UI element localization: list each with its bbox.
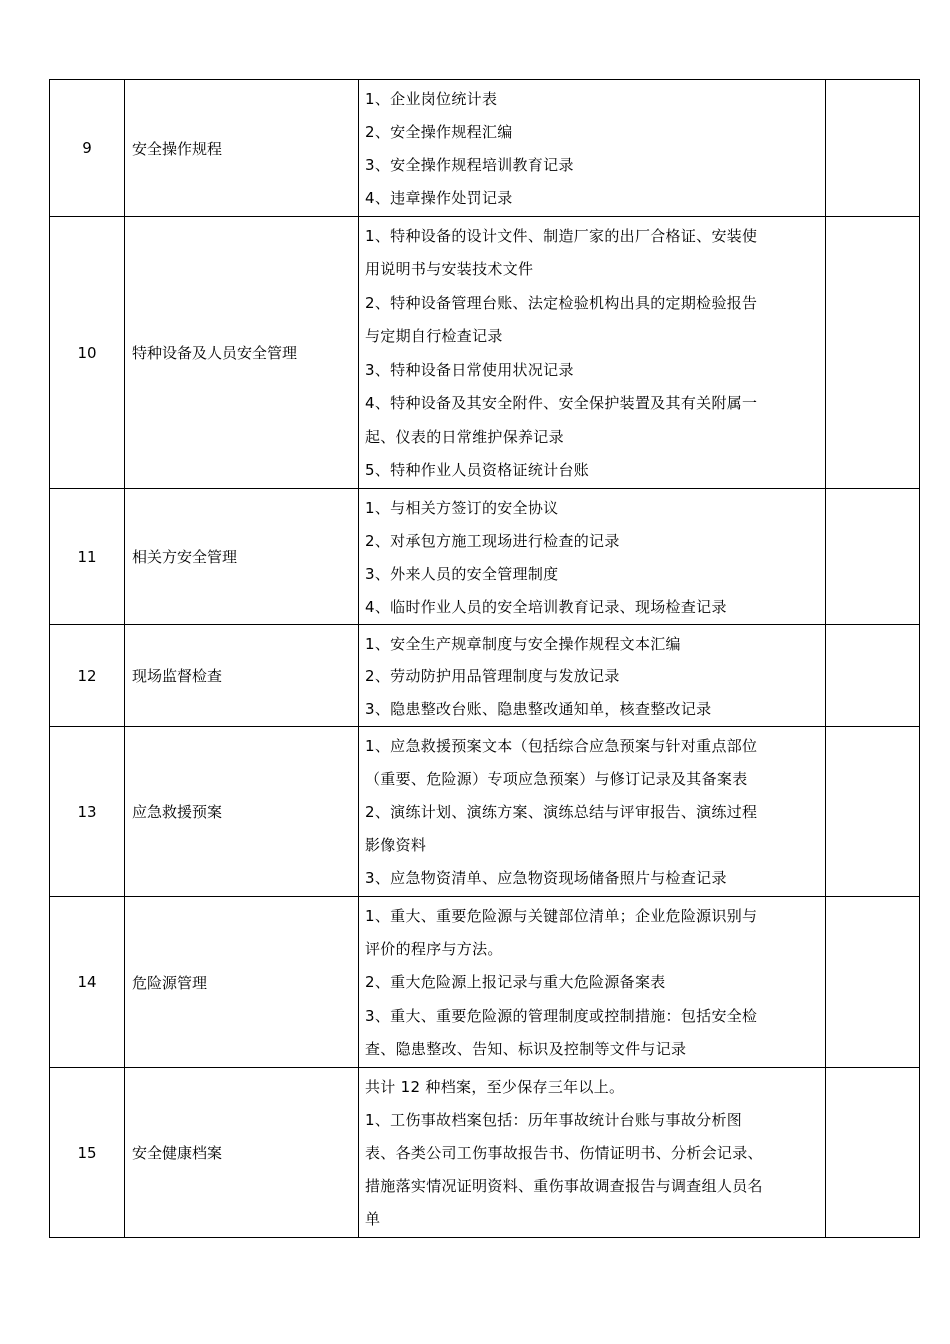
- row-content: [359, 489, 826, 625]
- remarks-cell: [826, 1068, 920, 1238]
- row-content: [359, 625, 826, 727]
- content-line: 1、应急救援预案文本（包括综合应急预案与针对重点部位: [365, 736, 758, 755]
- remarks-cell: [826, 897, 920, 1068]
- row-number: 13: [50, 727, 125, 897]
- records-table: [49, 79, 920, 1238]
- content-line: 起、仪表的日常维护保养记录: [365, 427, 564, 446]
- content-line: 共计 12 种档案，至少保存三年以上。: [365, 1077, 625, 1096]
- row-title: 现场监督检查: [125, 625, 359, 727]
- content-line: 2、演练计划、演练方案、演练总结与评审报告、演练过程: [365, 802, 758, 821]
- content-line: 1、重大、重要危险源与关键部位清单；企业危险源识别与: [365, 906, 758, 925]
- content-line: 查、隐患整改、告知、标识及控制等文件与记录: [365, 1040, 687, 1059]
- content-line: 1、与相关方签订的安全协议: [365, 498, 559, 517]
- row-content: [359, 897, 826, 1068]
- row-title: 特种设备及人员安全管理: [125, 217, 359, 489]
- table-row: [50, 217, 920, 489]
- content-line: 2、特种设备管理台账、法定检验机构出具的定期检验报告: [365, 293, 758, 312]
- content-line: 1、安全生产规章制度与安全操作规程文本汇编: [365, 634, 681, 653]
- row-number: 12: [50, 625, 125, 727]
- content-line: 3、应急物资清单、应急物资现场储备照片与检查记录: [365, 869, 727, 888]
- remarks-cell: [826, 217, 920, 489]
- table-row: [50, 897, 920, 1068]
- row-number: 11: [50, 489, 125, 625]
- table-row: [50, 80, 920, 217]
- content-line: 影像资料: [365, 836, 427, 855]
- content-line: 表、各类公司工伤事故报告书、伤情证明书、分析会记录、: [365, 1143, 763, 1162]
- content-line: 1、特种设备的设计文件、制造厂家的出厂合格证、安装使: [365, 226, 758, 245]
- row-content: [359, 727, 826, 897]
- content-line: 用说明书与安装技术文件: [365, 260, 534, 278]
- remarks-cell: [826, 625, 920, 727]
- content-line: 3、安全操作规程培训教育记录: [365, 156, 574, 174]
- row-number: 14: [50, 897, 125, 1068]
- row-title: 危险源管理: [125, 897, 359, 1068]
- remarks-cell: [826, 727, 920, 897]
- content-line: 3、外来人员的安全管理制度: [365, 564, 559, 583]
- content-line: 3、重大、重要危险源的管理制度或控制措施：包括安全检: [365, 1006, 758, 1025]
- content-line: 4、临时作业人员的安全培训教育记录、现场检查记录: [365, 597, 727, 616]
- row-number: 10: [50, 217, 125, 489]
- row-title: 相关方安全管理: [125, 489, 359, 625]
- remarks-cell: [826, 80, 920, 217]
- content-line: 1、企业岗位统计表: [365, 89, 498, 108]
- content-line: 2、对承包方施工现场进行检查的记录: [365, 531, 620, 550]
- content-line: 措施落实情况证明资料、重伤事故调查报告与调查组人员名: [365, 1177, 763, 1196]
- content-line: 3、特种设备日常使用状况记录: [365, 360, 574, 379]
- content-line: （重要、危险源）专项应急预案）与修订记录及其备案表: [365, 769, 748, 788]
- table-row: [50, 727, 920, 897]
- row-title: 安全操作规程: [125, 80, 359, 217]
- content-line: 2、劳动防护用品管理制度与发放记录: [365, 667, 620, 686]
- content-line: 2、安全操作规程汇编: [365, 122, 513, 141]
- row-title: 应急救援预案: [125, 727, 359, 897]
- table-row: [50, 625, 920, 727]
- content-line: 4、违章操作处罚记录: [365, 189, 513, 208]
- content-line: 4、特种设备及其安全附件、安全保护装置及其有关附属一: [365, 394, 758, 412]
- content-line: 5、特种作业人员资格证统计台账: [365, 461, 590, 479]
- row-content: [359, 217, 826, 489]
- table-row: [50, 489, 920, 625]
- content-line: 3、隐患整改台账、隐患整改通知单，核查整改记录: [365, 699, 712, 718]
- content-line: 单: [365, 1210, 381, 1229]
- row-number: 9: [50, 80, 125, 217]
- content-line: 评价的程序与方法。: [365, 939, 503, 958]
- table-row: [50, 1068, 920, 1238]
- row-title: 安全健康档案: [125, 1068, 359, 1238]
- row-content: [359, 1068, 826, 1238]
- row-number: 15: [50, 1068, 125, 1238]
- row-content: [359, 80, 826, 217]
- content-line: 与定期自行检查记录: [365, 327, 503, 345]
- content-line: 2、重大危险源上报记录与重大危险源备案表: [365, 973, 666, 992]
- content-line: 1、工伤事故档案包括：历年事故统计台账与事故分析图: [365, 1110, 743, 1129]
- remarks-cell: [826, 489, 920, 625]
